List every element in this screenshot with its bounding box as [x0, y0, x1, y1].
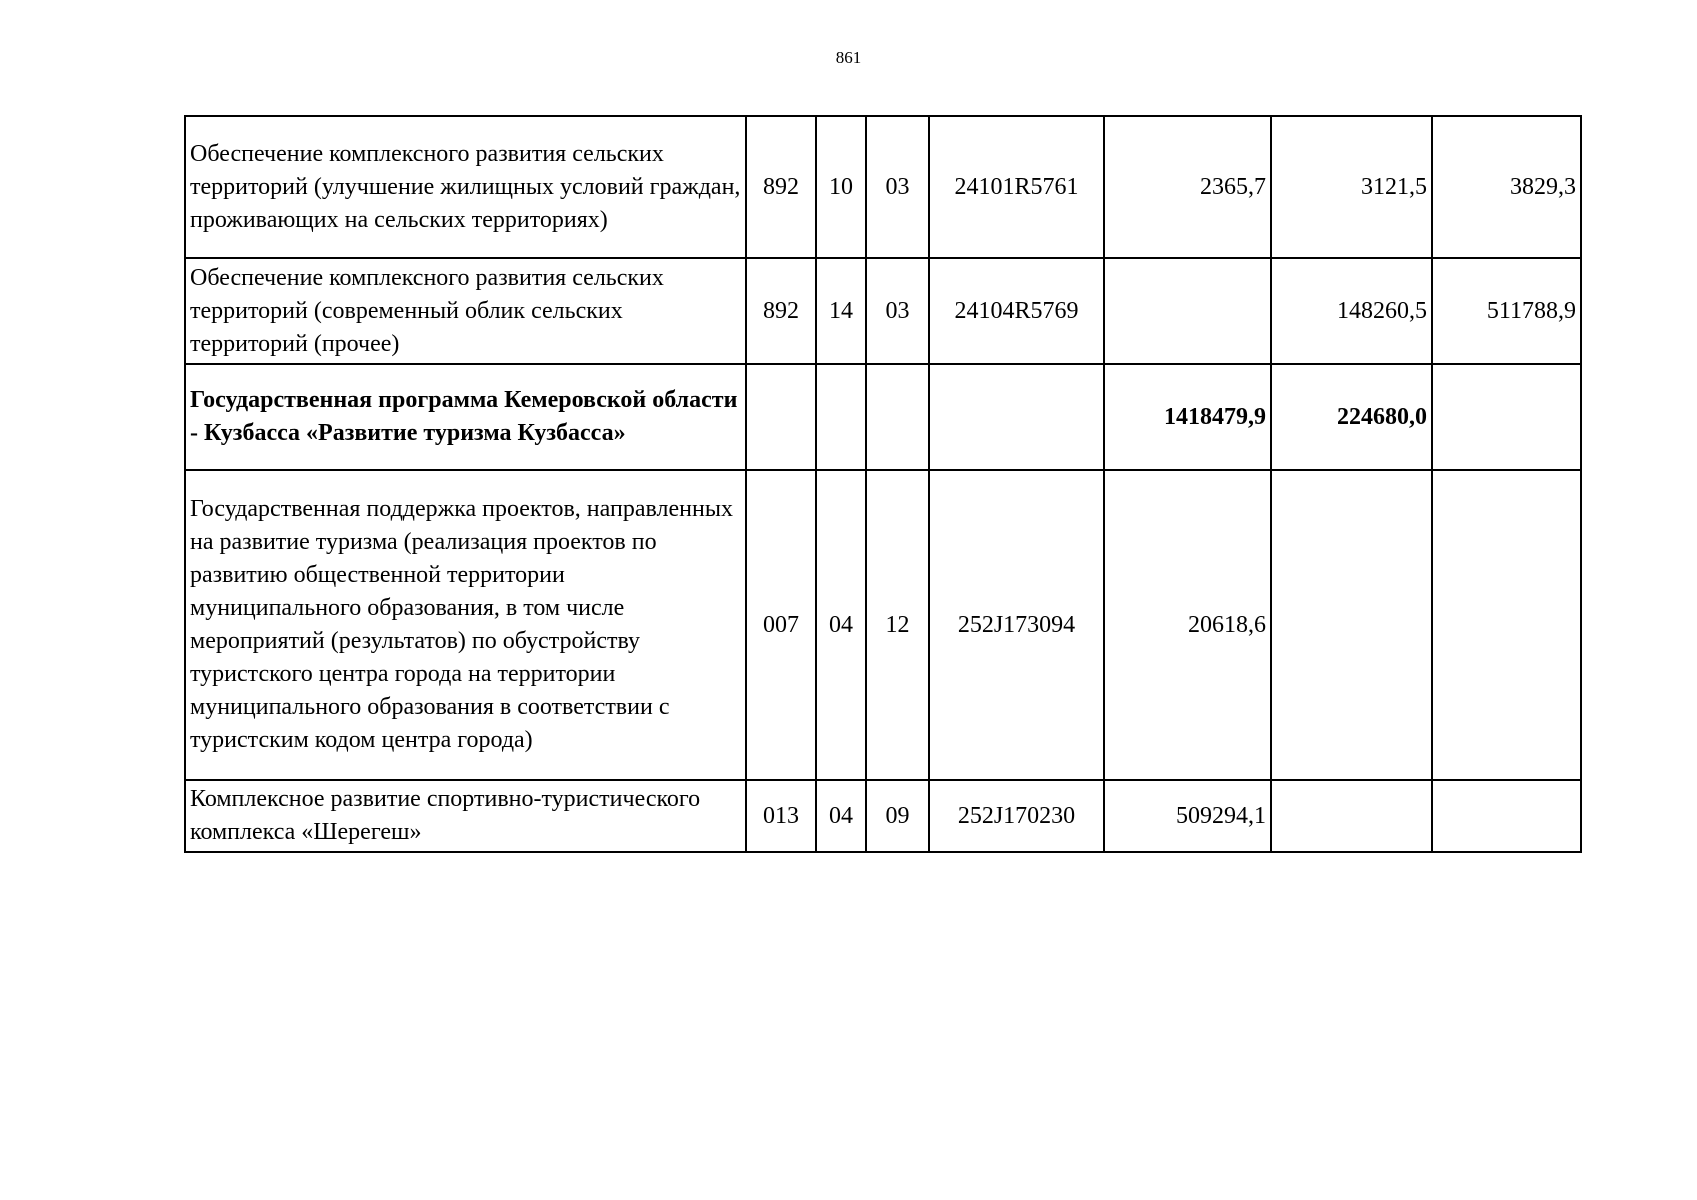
table-row [185, 258, 1581, 364]
ministry-code-cell [746, 364, 816, 470]
section-code-cell: 04 [816, 780, 866, 852]
value-1-cell [1104, 258, 1271, 364]
table-row [185, 470, 1581, 780]
target-code-cell: 252J173094 [929, 470, 1104, 780]
value-3-cell: 511788,9 [1432, 258, 1581, 364]
row-name-cell: Обеспечение комплексного развития сельских территорий (современный облик сельских территорий (прочее) [185, 258, 746, 364]
value-2-cell [1271, 470, 1432, 780]
target-code-cell: 24104R5769 [929, 258, 1104, 364]
ministry-code-cell: 007 [746, 470, 816, 780]
value-2-cell: 224680,0 [1271, 364, 1432, 470]
value-1-cell: 20618,6 [1104, 470, 1271, 780]
subsection-code-cell: 03 [866, 258, 929, 364]
table-row [185, 780, 1581, 852]
row-name-cell: Обеспечение комплексного развития сельских территорий (улучшение жилищных условий граждан, проживающих на сельских территориях) [185, 116, 746, 258]
subsection-code-cell: 03 [866, 116, 929, 258]
budget-table [184, 115, 1582, 853]
target-code-cell: 24101R5761 [929, 116, 1104, 258]
ministry-code-cell: 013 [746, 780, 816, 852]
ministry-code-cell: 892 [746, 258, 816, 364]
target-code-cell [929, 364, 1104, 470]
subsection-code-cell: 12 [866, 470, 929, 780]
subsection-code-cell: 09 [866, 780, 929, 852]
section-code-cell: 04 [816, 470, 866, 780]
section-code-cell: 10 [816, 116, 866, 258]
value-3-cell [1432, 470, 1581, 780]
row-name-cell: Государственная поддержка проектов, направленных на развитие туризма (реализация проектов по развитию общественной территории муниципального образования, в том числе мероприятий (результатов) по обустройству туристского центра города на территории муниципального образования в соответствии с туристским кодом центра города) [185, 470, 746, 780]
ministry-code-cell: 892 [746, 116, 816, 258]
value-3-cell [1432, 780, 1581, 852]
page-number: 861 [835, 48, 862, 67]
value-1-cell: 1418479,9 [1104, 364, 1271, 470]
subsection-code-cell [866, 364, 929, 470]
value-2-cell [1271, 780, 1432, 852]
target-code-cell: 252J170230 [929, 780, 1104, 852]
value-3-cell: 3829,3 [1432, 116, 1581, 258]
value-2-cell: 148260,5 [1271, 258, 1432, 364]
value-3-cell [1432, 364, 1581, 470]
table-row [185, 116, 1581, 258]
section-code-cell [816, 364, 866, 470]
table-row [185, 364, 1581, 470]
value-2-cell: 3121,5 [1271, 116, 1432, 258]
section-code-cell: 14 [816, 258, 866, 364]
row-name-cell: Государственная программа Кемеровской области - Кузбасса «Развитие туризма Кузбасса» [185, 364, 746, 470]
row-name-cell: Комплексное развитие спортивно-туристического комплекса «Шерегеш» [185, 780, 746, 852]
value-1-cell: 2365,7 [1104, 116, 1271, 258]
value-1-cell: 509294,1 [1104, 780, 1271, 852]
